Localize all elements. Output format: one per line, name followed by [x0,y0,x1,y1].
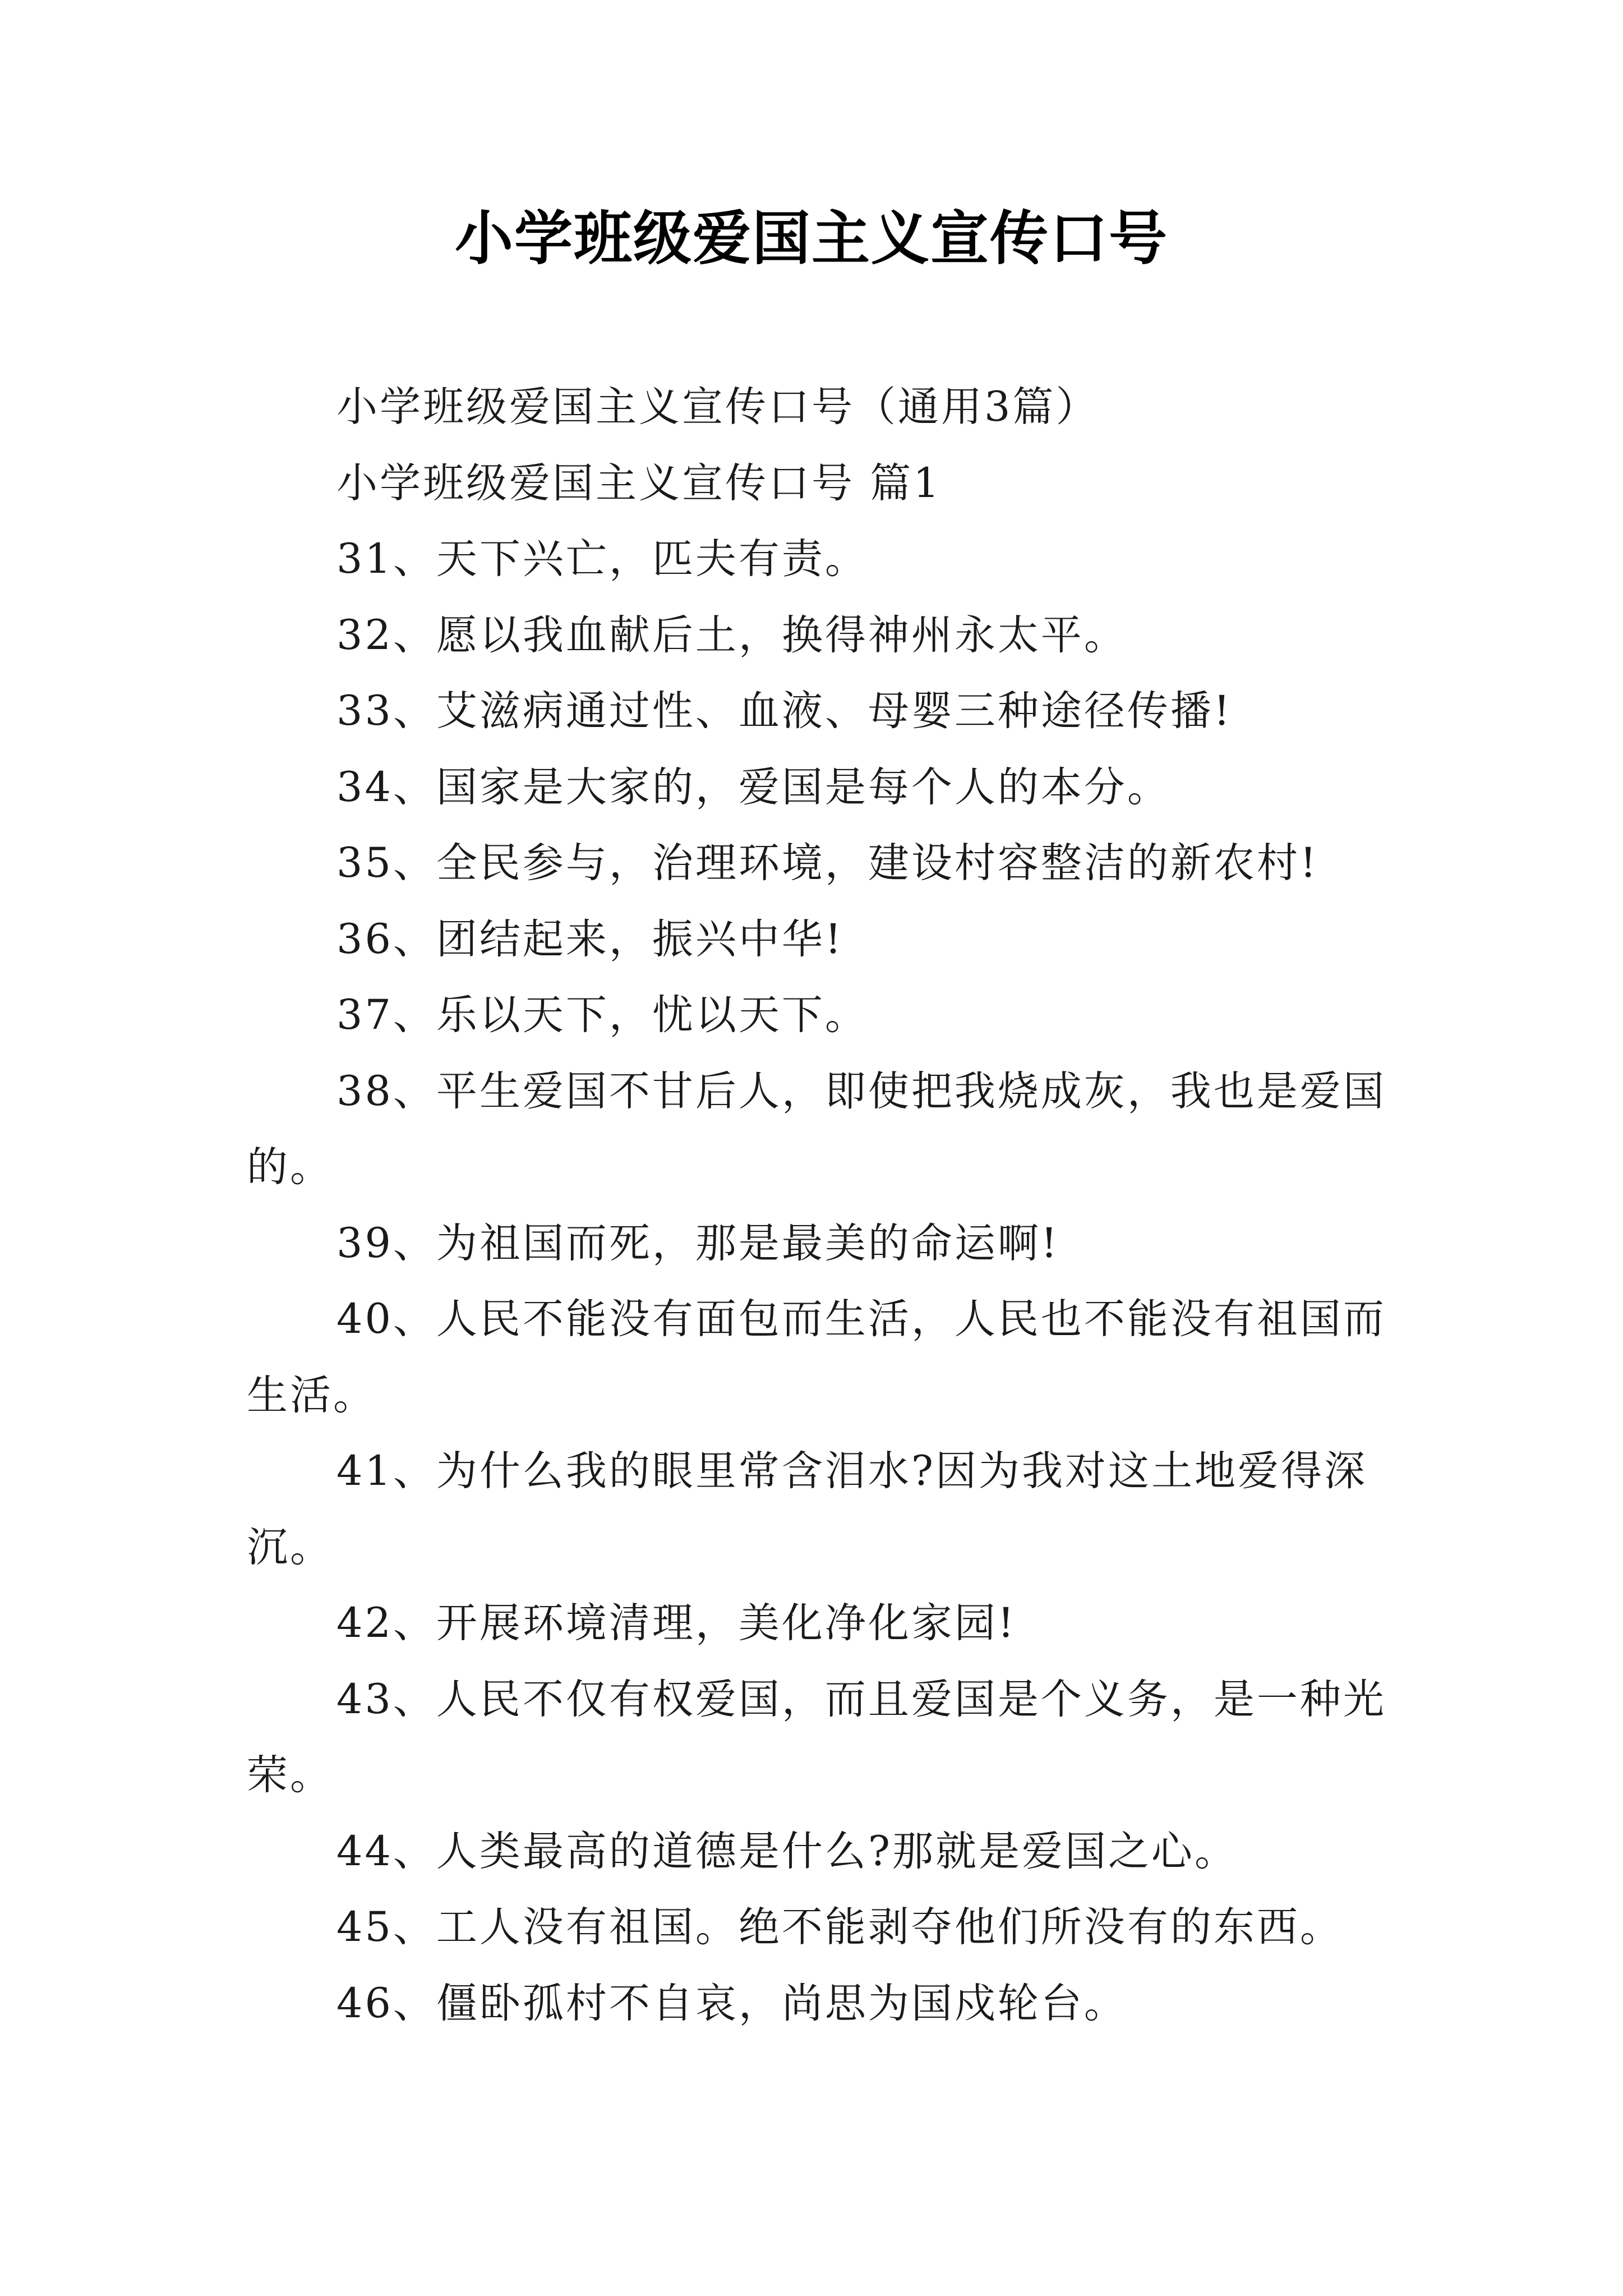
slogan-31: 31、天下兴亡，匹夫有责。 [336,535,868,583]
slogan-46: 46、僵卧孤村不自哀，尚思为国戍轮台。 [336,1979,1127,2027]
slogan-34: 34、国家是大家的，爱国是每个人的本分。 [336,763,1170,811]
slogan-43: 43、人民不仅有权爱国，而且爱国是个义务，是一种光荣。 [247,1675,1386,1799]
slogan-33: 33、艾滋病通过性、血液、母婴三种途径传播! [336,687,1233,735]
slogan-39: 39、为祖国而死，那是最美的命运啊! [336,1219,1060,1267]
paragraph-section-heading: 小学班级爱国主义宣传口号 篇1 [336,459,942,507]
slogan-38: 38、平生爱国不甘后人，即使把我烧成灰，我也是爱国的。 [247,1067,1386,1191]
slogan-36: 36、团结起来，振兴中华! [336,915,844,963]
slogan-32: 32、愿以我血献后土，换得神州永太平。 [336,611,1127,659]
slogan-44: 44、人类最高的道德是什么?那就是爱国之心。 [336,1827,1238,1875]
paragraph-subtitle: 小学班级爱国主义宣传口号（通用3篇） [336,383,1099,431]
document-title: 小学班级爱国主义宣传口号 [454,204,1168,273]
slogan-35: 35、全民参与，治理环境，建设村容整洁的新农村! [336,839,1319,887]
document-body [247,369,1391,2041]
slogan-42: 42、开展环境清理，美化净化家园! [336,1599,1017,1647]
slogan-45: 45、工人没有祖国。绝不能剥夺他们所没有的东西。 [336,1903,1343,1951]
slogan-41: 41、为什么我的眼里常含泪水?因为我对这土地爱得深沉。 [247,1447,1368,1571]
slogan-37: 37、乐以天下，忧以天下。 [336,991,868,1039]
slogan-40: 40、人民不能没有面包而生活，人民也不能没有祖国而生活。 [247,1295,1386,1419]
